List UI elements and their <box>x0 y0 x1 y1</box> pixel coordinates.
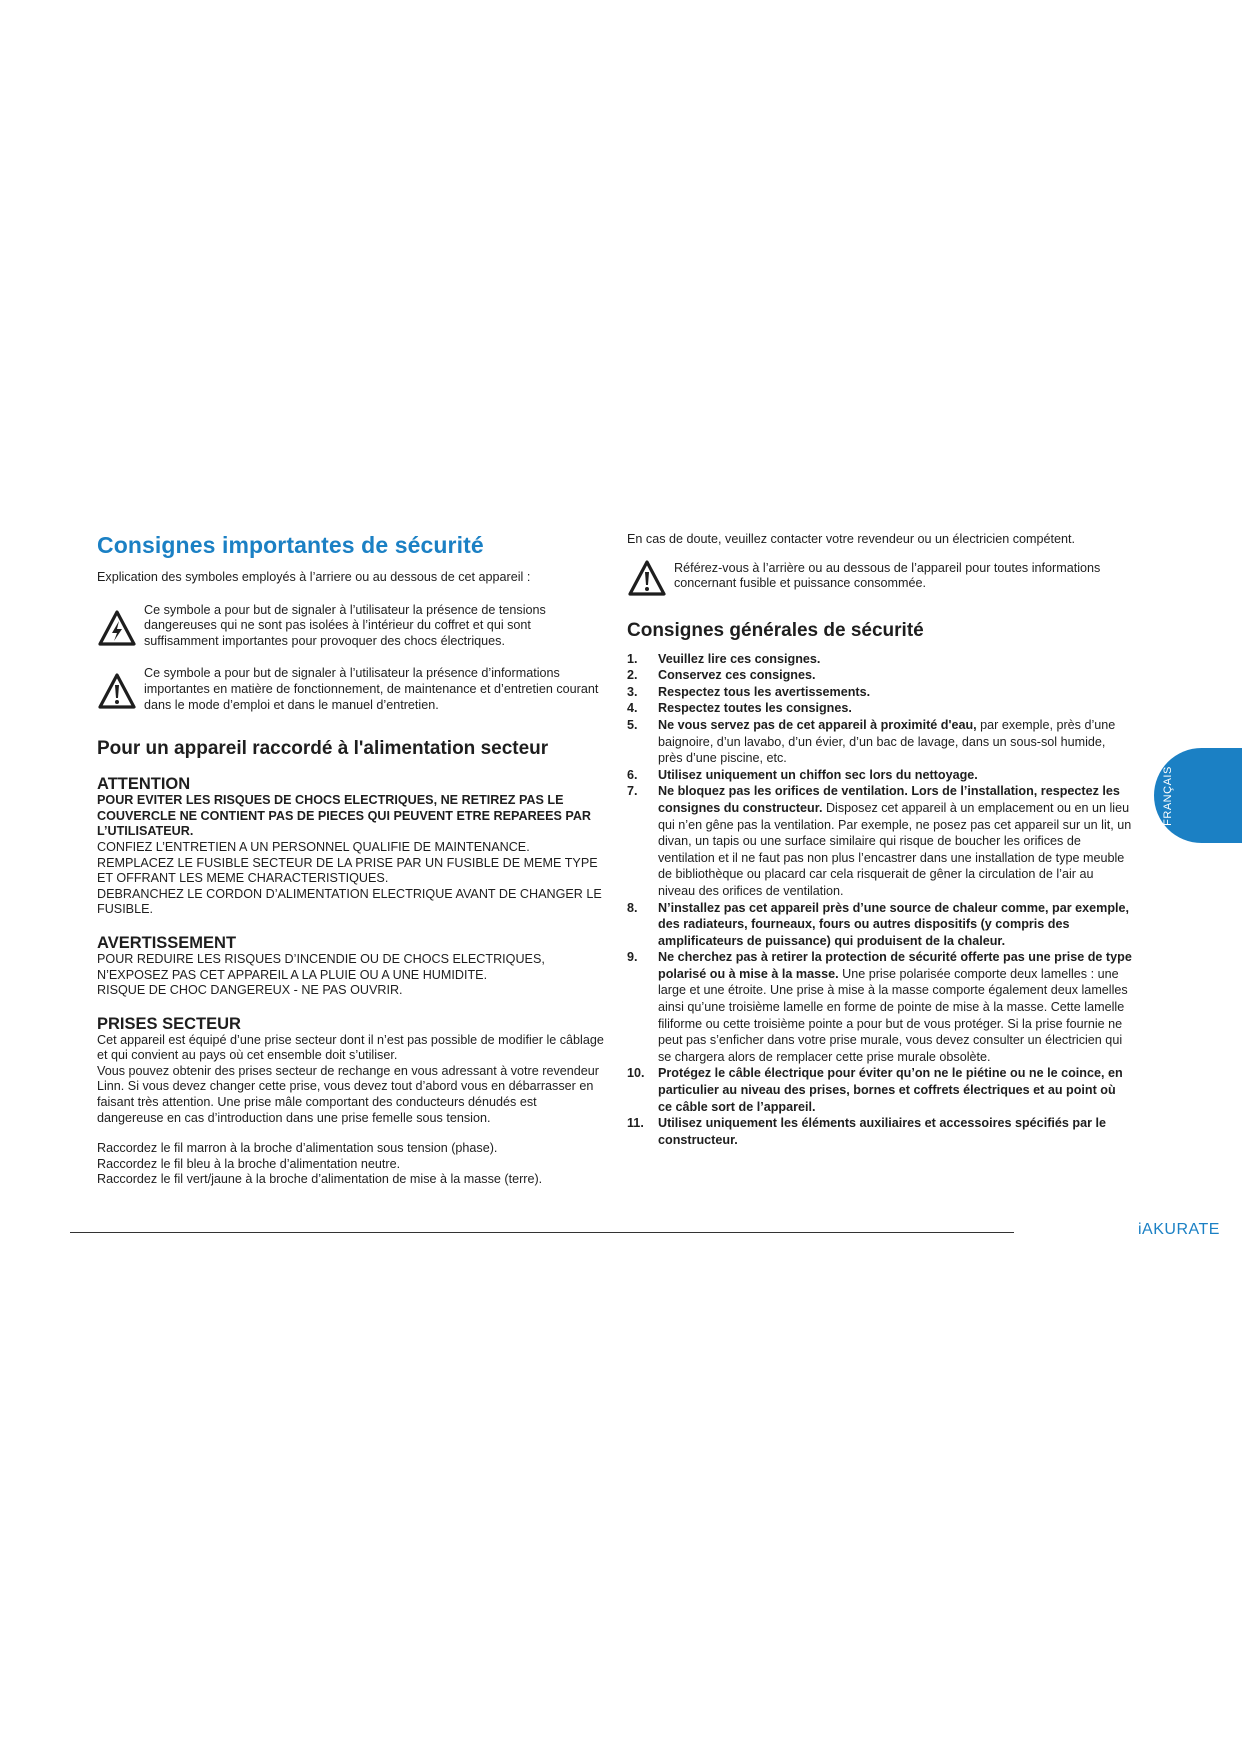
footer-divider <box>70 1232 1014 1233</box>
brand-logo: iAKURATE <box>1138 1221 1220 1238</box>
prises-paragraph: Cet appareil est équipé d’une prise secteur dont il n’est pas possible de modifier le câblage et qui convient au pays où cet ensemble doit s’utiliser. <box>97 1032 604 1063</box>
list-item: 6. Utilisez uniquement un chiffon sec lors du nettoyage. <box>627 767 978 782</box>
symbol-row-shock <box>97 603 605 650</box>
symbol-row-info <box>97 666 605 713</box>
attention-warning: POUR EVITER LES RISQUES DE CHOCS ELECTRIQUES, NE RETIREZ PAS LE COUVERCLE NE CONTIENT PAS DE PIECES QUI PEUVENT ETRE REPAREES PAR L’UTILISATEUR. <box>97 793 592 839</box>
attention-heading: ATTENTION <box>97 775 191 794</box>
list-item: 2. Conservez ces consignes. <box>627 668 816 683</box>
language-tab-label: FRANÇAIS <box>1162 766 1174 826</box>
right-column <box>627 532 1132 1148</box>
prises-paragraph: Vous pouvez obtenir des prises secteur de rechange en vous adressant à votre revendeur Linn. Si vous devez changer cette prise, vous devez tout d’abord vous en débarrasser en faisant très attention. Une prise mâle comportant des conducteurs dénudés est dangereuse en cas d’introduction dans une prise femelle sous tension. <box>97 1063 599 1125</box>
symbol-row-fuse <box>627 559 1132 597</box>
avertissement-line: RISQUE DE CHOC DANGEREUX - NE PAS OUVRIR. <box>97 983 403 998</box>
left-column <box>97 530 605 1188</box>
list-item: 7. Ne bloquez pas les orifices de ventilation. Lors de l’installation, respectez les consignes du constructeur. Disposez cet appareil à un emplacement ou en un lieu qui n’en gêne pas la ventilation. Par exemple, ne posez pas cet appareil sur un lit, un divan, un tapis ou une surface similaire qui risque de boucher les orifices de ventilation et il ne faut pas non plus l’encastrer dans une installation de type meuble de bibliothèque ou placard car cela risquerait de gêner la circulation de l’air au niveau des orifices de ventilation. <box>627 784 1132 898</box>
avertissement-line: POUR REDUIRE LES RISQUES D’INCENDIE OU DE CHOCS ELECTRIQUES, N’EXPOSEZ PAS CET APPAREIL A LA PLUIE OU A UNE HUMIDITE. <box>97 951 545 982</box>
general-safety-heading: Consignes générales de sécurité <box>627 619 924 641</box>
attention-line: REMPLACEZ LE FUSIBLE SECTEUR DE LA PRISE PAR UN FUSIBLE DE MEME TYPE ET OFFRANT LES MEME CHARACTERISTIQUES. <box>97 855 598 886</box>
list-item: 11. Utilisez uniquement les éléments auxiliaires et accessoires spécifiés par le constructeur. <box>627 1116 1106 1147</box>
symbol-description: Ce symbole a pour but de signaler à l’utilisateur la présence de tensions dangereuses qui ne sont pas isolées à l’intérieur du coffret et qui sont suffisamment importantes pour provoquer des chocs électriques. <box>144 602 546 648</box>
page-title: Consignes importantes de sécurité <box>97 532 484 558</box>
list-item: 1. Veuillez lire ces consignes. <box>627 651 821 666</box>
wiring-line: Raccordez le fil vert/jaune à la broche d’alimentation de mise à la masse (terre). <box>97 1172 543 1187</box>
symbol-description: Ce symbole a pour but de signaler à l’utilisateur la présence d’informations importantes en matière de fonctionnement, de maintenance et d’entretien courant dans le mode d’emploi et dans le manuel d’entretien. <box>144 666 599 712</box>
attention-line: DEBRANCHEZ LE CORDON D’ALIMENTATION ELECTRIQUE AVANT DE CHANGER LE FUSIBLE. <box>97 886 602 917</box>
list-item: 8. N’installez pas cet appareil près d’une source de chaleur comme, par exemple, des radiateurs, fourneaux, fours ou autres dispositifs (y compris des amplificateurs de puissance) qui produisent de la chaleur. <box>627 900 1130 948</box>
list-item: 9. Ne cherchez pas à retirer la protection de sécurité offerte pas une prise de type polarisé ou à mise à la masse. Une prise polarisée comporte deux lamelles : une large et une étroite. Une prise à mise à la masse comporte également deux lamelles ainsi qu’une troisième lamelle en forme de pointe de mise à la masse. Cette lamelle filiforme ou cette troisième pointe a pour but de vous protéger. Si la prise fournie ne peut pas s’enficher dans votre prise murale, vous devez consulter un électricien qui se chargera alors de remplacer cette prise murale obsolète. <box>627 950 1132 1064</box>
safety-list <box>627 651 1132 1149</box>
wiring-line: Raccordez le fil bleu à la broche d’alimentation neutre. <box>97 1156 401 1171</box>
symbol-description: Référez-vous à l’arrière ou au dessous de l’appareil pour toutes informations concernant fusible et puissance consommée. <box>674 560 1101 591</box>
list-item: 10. Protégez le câble électrique pour éviter qu’on ne le piétine ou ne le coince, en particulier au niveau des prises, bornes et coffrets électriques et au point où ce câble sort de l’appareil. <box>627 1066 1123 1114</box>
list-item: 4. Respectez toutes les consignes. <box>627 701 852 716</box>
list-item: 3. Respectez tous les avertissements. <box>627 684 871 699</box>
symbols-intro: Explication des symboles employés à l’arriere ou au dessous de cet appareil : <box>97 570 531 584</box>
exclamation-warning-icon <box>97 672 137 710</box>
avertissement-heading: AVERTISSEMENT <box>97 933 237 952</box>
exclamation-warning-icon <box>627 559 667 597</box>
attention-line: CONFIEZ L’ENTRETIEN A UN PERSONNEL QUALIFIE DE MAINTENANCE. <box>97 839 530 854</box>
mains-heading: Pour un appareil raccordé à l'alimentation secteur <box>97 738 549 760</box>
electric-shock-warning-icon <box>97 609 137 647</box>
prises-heading: PRISES SECTEUR <box>97 1014 241 1033</box>
doubt-note: En cas de doute, veuillez contacter votre revendeur ou un électricien compétent. <box>627 532 1076 546</box>
wiring-line: Raccordez le fil marron à la broche d’alimentation sous tension (phase). <box>97 1141 498 1156</box>
list-item: 5. Ne vous servez pas de cet appareil à proximité d'eau, par exemple, près d’une baignoire, d’un lavabo, d’un évier, d’un bac de lavage, dans un sous-sol humide, près d’une piscine, etc. <box>627 717 1116 766</box>
